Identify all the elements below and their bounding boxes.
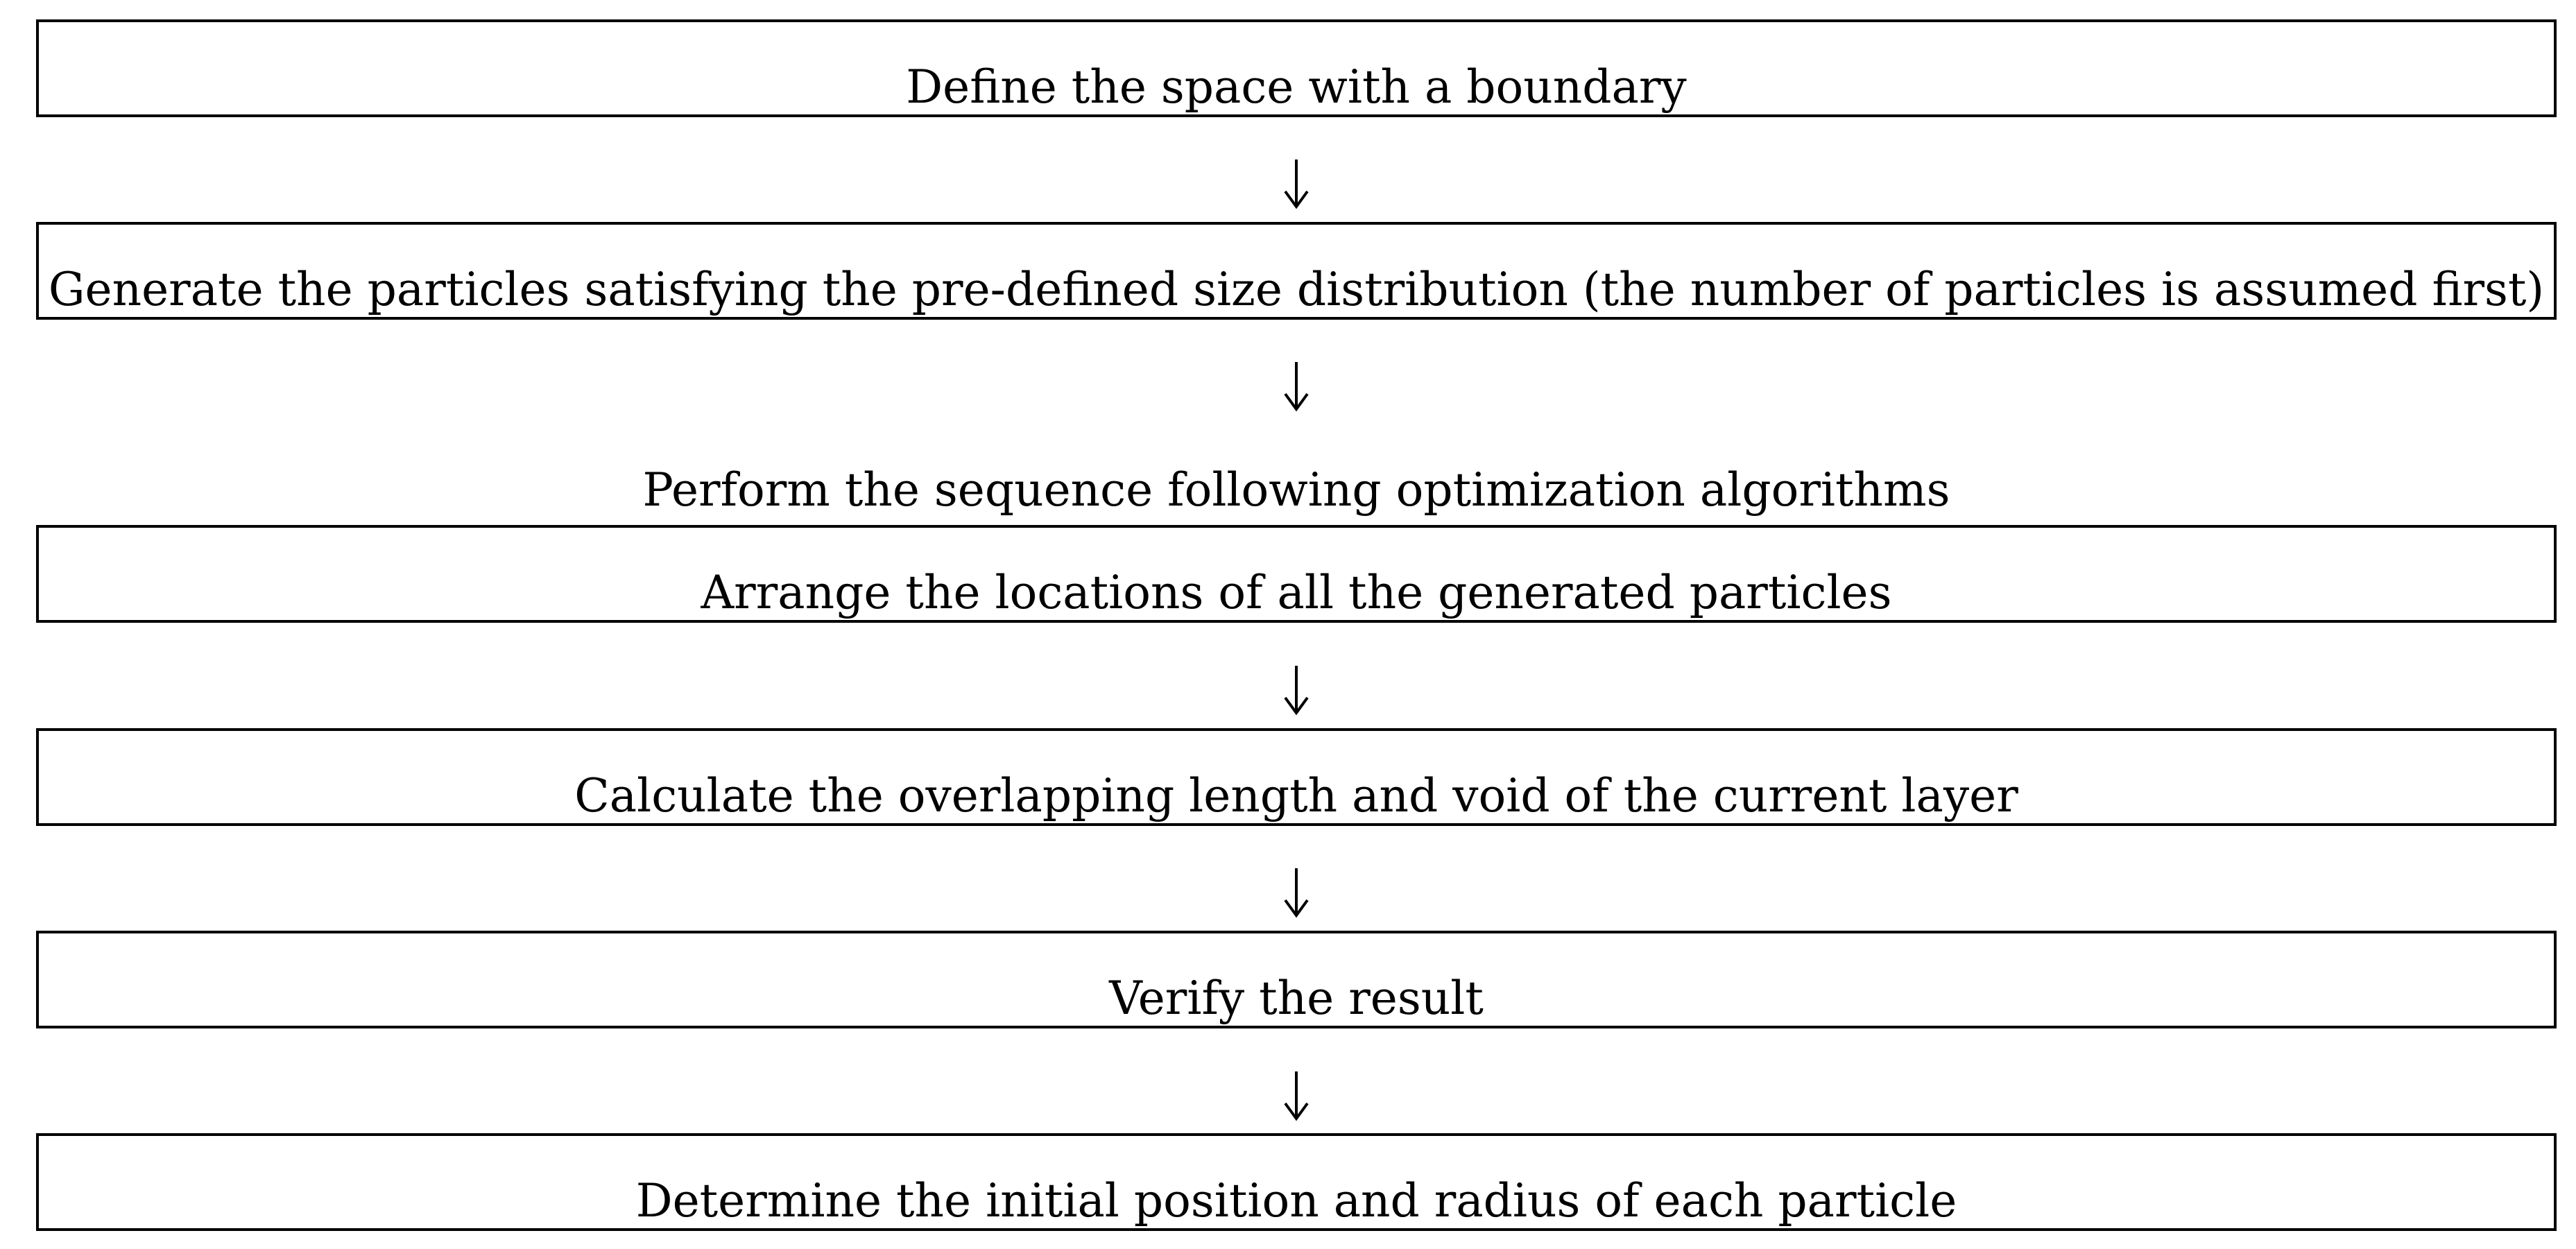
step-generate-particles-box [36, 222, 2557, 320]
step-define-space-box [36, 19, 2557, 117]
step-arrange-locations-box [36, 525, 2557, 623]
step-calculate-overlap-box [36, 728, 2557, 826]
step-arrange-locations-label: Arrange the locations of all the generated particles [701, 566, 1892, 619]
step-calculate-overlap-label: Calculate the overlapping length and void of the current layer [574, 769, 2018, 822]
step-generate-particles-label: Generate the particles satisfying the pre-defined size distribution (the number of particles is assumed first) [48, 263, 2545, 316]
step-define-space-label: Define the space with a boundary [906, 60, 1687, 114]
step-determine-position-label: Determine the initial position and radius of each particle [635, 1174, 1957, 1228]
step-determine-position-box [36, 1133, 2557, 1231]
step-verify-result-box [36, 931, 2557, 1028]
step-verify-result-label: Verify the result [1109, 972, 1484, 1025]
optimization-annotation: Perform the sequence following optimization algorithms [642, 463, 1950, 517]
down-arrow-icon [0, 354, 2576, 451]
